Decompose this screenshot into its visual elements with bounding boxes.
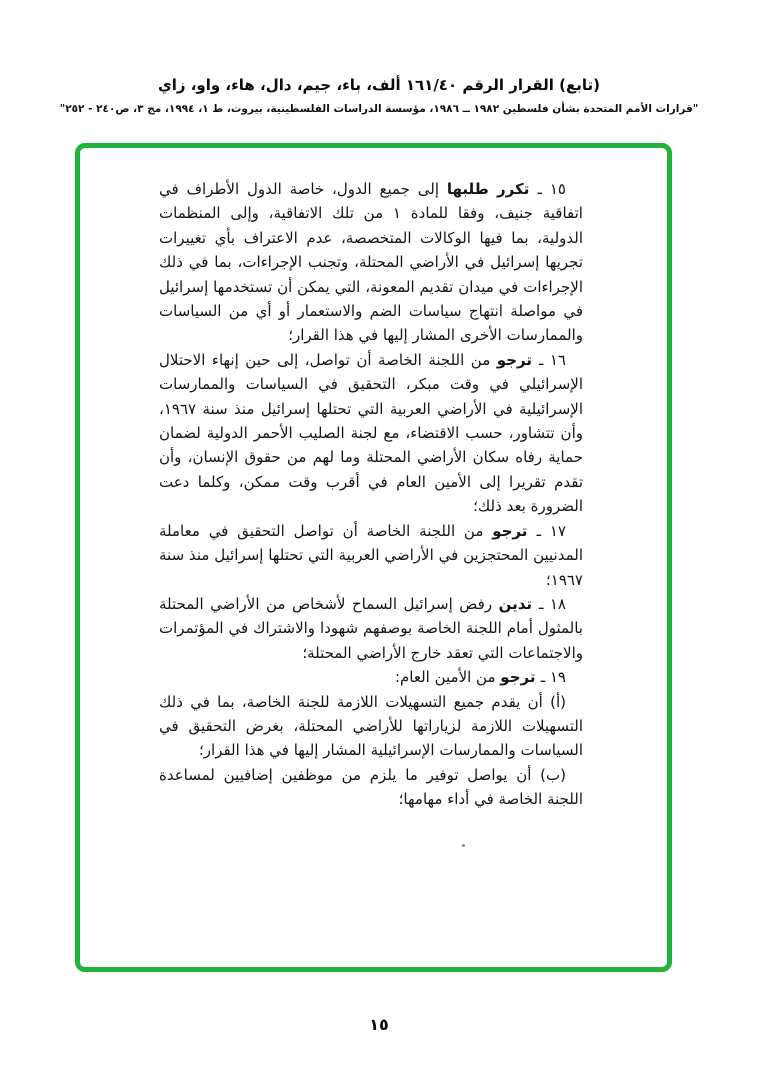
resolution-paragraph [159, 177, 583, 348]
paragraph-text: إلى جميع الدول، خاصة الدول الأطراف في اتفاقية جنيف، وفقا للمادة ١ من تلك الاتفاقية، وإلى المنظمات الدولية، بما فيها الوكالات المتخصصة، عدم الاعتراف بأي تغييرات تجريها إسرائيل في الأراضي المحتلة، وتجنب الإجراءات، بما في ذلك الإجراءات في ميدان تقديم المعونة، التي يمكن أن تستخدمها إسرائيل في مواصلة انتهاج سياسات الضم والاستعمار أو أي من السياسات والممارسات الأخرى المشار إليها في هذا القرار؛ [159, 180, 583, 345]
resolution-paragraph [159, 763, 583, 812]
paragraph-lead: تدين [498, 594, 539, 613]
paragraph-text: من اللجنة الخاصة أن تواصل، إلى حين إنهاء الاحتلال الإسرائيلي في وقت مبكر، التحقيق في السياسات والممارسات الإسرائيلية في الأراضي العربية التي تحتلها إسرائيل منذ سنة ١٩٦٧، وأن تتشاور، حسب الاقتضاء، مع لجنة الصليب الأحمر الدولية لضمان حماية رفاه سكان الأراضي المحتلة وما لهم من حقوق الإنسان، وأن تقدم تقريرا إلى الأمين العام في أقرب وقت ممكن، وكلما دعت الضرورة بعد ذلك؛ [159, 350, 583, 516]
paragraph-text: من اللجنة الخاصة أن تواصل التحقيق في معاملة المدنيين المحتجزين في الأراضي العربية التي تحتلها إسرائيل منذ سنة ١٩٦٧؛ [159, 521, 583, 589]
resolution-paragraph [159, 348, 583, 519]
paragraph-text: من الأمين العام: [394, 668, 501, 687]
paragraph-number: ١٧ ـ [536, 521, 566, 540]
paragraph-lead: ترجو [500, 668, 541, 687]
scan-artifact-dot [462, 844, 465, 847]
paragraph-number: ١٩ ـ [540, 668, 566, 687]
paragraph-number: ١٨ ـ [538, 594, 566, 613]
paragraph-number: (ب) [540, 765, 566, 784]
resolution-title: (تابع) القرار الرقم ١٦١/٤٠ ألف، باء، جيم، دال، هاء، واو، زاي [157, 76, 601, 94]
paragraph-number: (أ) [550, 692, 566, 711]
paragraph-number: ١٦ ـ [538, 350, 566, 369]
paragraph-lead: تكرر طلبها [446, 180, 538, 198]
paragraph-text: أن يقدم جميع التسهيلات اللازمة للجنة الخاصة، بما في ذلك التسهيلات اللازمة لزياراتها للأراضي المحتلة، بغرض التحقيق في السياسات والممارسات الإسرائيلية المشار إليها في هذا القرار؛ [159, 692, 583, 760]
resolution-body [159, 177, 583, 812]
paragraph-lead: ترجو [496, 350, 539, 369]
paragraph-number: ١٥ ـ [537, 180, 566, 198]
paragraph-lead: ترجو [492, 521, 537, 540]
paragraph-text: رفض إسرائيل السماح لأشخاص من الأراضي المحتلة بالمثول أمام اللجنة الخاصة بوصفهم شهودا والاشتراك في المؤتمرات والاجتماعات التي تعقد خارج الأراضي المحتلة؛ [159, 594, 583, 662]
page-number: ١٥ [369, 1015, 389, 1034]
paragraph-text: أن يواصل توفير ما يلزم من موظفين إضافيين لمساعدة اللجنة الخاصة في أداء مهامها؛ [159, 765, 583, 809]
resolution-paragraph [159, 519, 583, 592]
resolution-paragraph [159, 665, 583, 689]
resolution-paragraph [159, 690, 583, 763]
resolution-paragraph [159, 592, 583, 665]
source-citation: "قرارات الأمم المتحدة بشأن فلسطين ١٩٨٢ ــ ١٩٨٦، مؤسسة الدراسات الفلسطينية، بيروت، ط ١، ١٩٩٤، مج ٣، ص٢٤٠ - ٢٥٢" [59, 103, 699, 115]
